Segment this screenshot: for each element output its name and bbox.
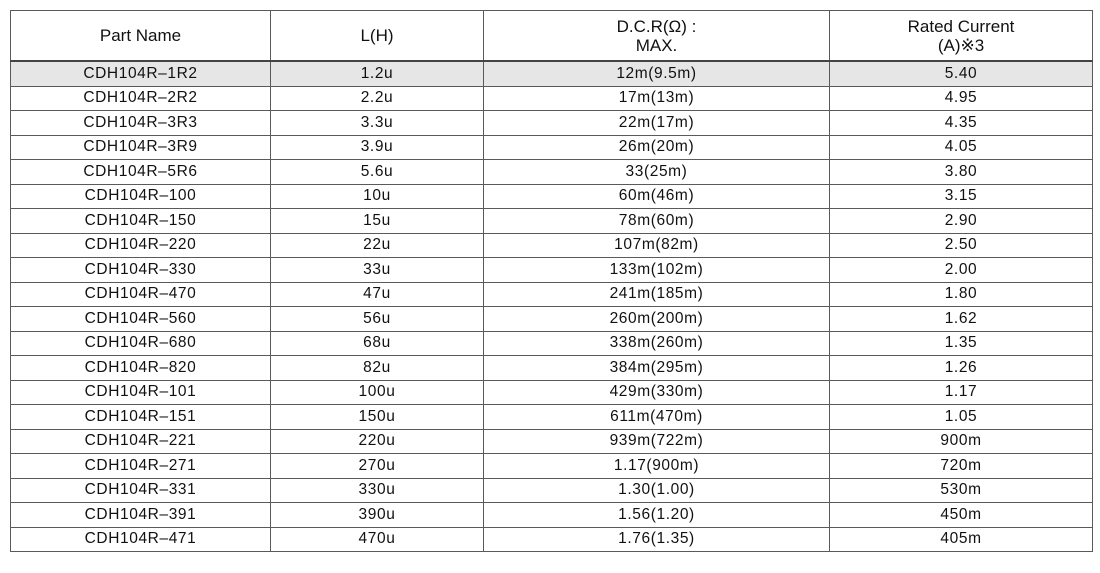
part-name-cell: CDH104R–471 bbox=[11, 527, 271, 552]
table-row bbox=[11, 135, 1093, 160]
inductance-cell: 68u bbox=[271, 331, 484, 356]
header-rated-current bbox=[830, 11, 1093, 62]
dcr-cell: 338m(260m) bbox=[484, 331, 830, 356]
table-row bbox=[11, 233, 1093, 258]
inductance-cell: 390u bbox=[271, 503, 484, 528]
inductance-cell: 3.3u bbox=[271, 111, 484, 136]
dcr-cell: 241m(185m) bbox=[484, 282, 830, 307]
rated-current-cell: 4.35 bbox=[830, 111, 1093, 136]
part-name-cell: CDH104R–3R9 bbox=[11, 135, 271, 160]
dcr-cell: 60m(46m) bbox=[484, 184, 830, 209]
part-name-cell: CDH104R–150 bbox=[11, 209, 271, 234]
header-dcr-label-line1: D.C.R(Ω) : bbox=[616, 16, 697, 36]
dcr-cell: 429m(330m) bbox=[484, 380, 830, 405]
part-name-cell: CDH104R–151 bbox=[11, 405, 271, 430]
part-name-cell: CDH104R–271 bbox=[11, 454, 271, 479]
inductance-cell: 220u bbox=[271, 429, 484, 454]
rated-current-cell: 1.05 bbox=[830, 405, 1093, 430]
dcr-cell: 939m(722m) bbox=[484, 429, 830, 454]
part-name-cell: CDH104R–1R2 bbox=[11, 61, 271, 86]
rated-current-cell: 4.95 bbox=[830, 86, 1093, 111]
table-row bbox=[11, 380, 1093, 405]
header-inductance-label: L(H) bbox=[360, 26, 394, 45]
part-name-cell: CDH104R–680 bbox=[11, 331, 271, 356]
rated-current-cell: 530m bbox=[830, 478, 1093, 503]
inductance-cell: 47u bbox=[271, 282, 484, 307]
rated-current-cell: 1.26 bbox=[830, 356, 1093, 381]
table-row bbox=[11, 111, 1093, 136]
dcr-cell: 611m(470m) bbox=[484, 405, 830, 430]
header-dcr-label-line2: MAX. bbox=[635, 35, 678, 55]
table-row bbox=[11, 356, 1093, 381]
dcr-cell: 22m(17m) bbox=[484, 111, 830, 136]
table-row bbox=[11, 160, 1093, 185]
rated-current-cell: 2.00 bbox=[830, 258, 1093, 283]
inductance-cell: 150u bbox=[271, 405, 484, 430]
dcr-cell: 133m(102m) bbox=[484, 258, 830, 283]
rated-current-cell: 1.62 bbox=[830, 307, 1093, 332]
inductance-cell: 5.6u bbox=[271, 160, 484, 185]
inductance-cell: 100u bbox=[271, 380, 484, 405]
inductance-cell: 330u bbox=[271, 478, 484, 503]
table-row bbox=[11, 86, 1093, 111]
rated-current-cell: 2.50 bbox=[830, 233, 1093, 258]
table-row bbox=[11, 61, 1093, 86]
rated-current-cell: 450m bbox=[830, 503, 1093, 528]
part-name-cell: CDH104R–330 bbox=[11, 258, 271, 283]
rated-current-cell: 1.35 bbox=[830, 331, 1093, 356]
inductance-cell: 56u bbox=[271, 307, 484, 332]
rated-current-cell: 405m bbox=[830, 527, 1093, 552]
header-part-name bbox=[11, 11, 271, 62]
dcr-cell: 33(25m) bbox=[484, 160, 830, 185]
rated-current-cell: 2.90 bbox=[830, 209, 1093, 234]
dcr-cell: 1.30(1.00) bbox=[484, 478, 830, 503]
rated-current-cell: 3.15 bbox=[830, 184, 1093, 209]
part-name-cell: CDH104R–820 bbox=[11, 356, 271, 381]
inductance-cell: 470u bbox=[271, 527, 484, 552]
table-row bbox=[11, 331, 1093, 356]
dcr-cell: 1.56(1.20) bbox=[484, 503, 830, 528]
dcr-cell: 26m(20m) bbox=[484, 135, 830, 160]
table-row bbox=[11, 478, 1093, 503]
part-name-cell: CDH104R–331 bbox=[11, 478, 271, 503]
part-name-cell: CDH104R–470 bbox=[11, 282, 271, 307]
dcr-cell: 17m(13m) bbox=[484, 86, 830, 111]
part-name-cell: CDH104R–220 bbox=[11, 233, 271, 258]
inductor-spec-table bbox=[10, 10, 1093, 552]
inductance-cell: 15u bbox=[271, 209, 484, 234]
table-row bbox=[11, 454, 1093, 479]
table-row bbox=[11, 405, 1093, 430]
inductance-cell: 22u bbox=[271, 233, 484, 258]
part-name-cell: CDH104R–3R3 bbox=[11, 111, 271, 136]
rated-current-cell: 720m bbox=[830, 454, 1093, 479]
part-name-cell: CDH104R–101 bbox=[11, 380, 271, 405]
header-row bbox=[11, 11, 1093, 62]
table-row bbox=[11, 307, 1093, 332]
rated-current-cell: 1.17 bbox=[830, 380, 1093, 405]
rated-current-cell: 3.80 bbox=[830, 160, 1093, 185]
dcr-cell: 107m(82m) bbox=[484, 233, 830, 258]
part-name-cell: CDH104R–391 bbox=[11, 503, 271, 528]
table-body bbox=[11, 61, 1093, 552]
header-rated-current-label-line2: (A)※3 bbox=[937, 35, 985, 55]
dcr-cell: 1.17(900m) bbox=[484, 454, 830, 479]
part-name-cell: CDH104R–2R2 bbox=[11, 86, 271, 111]
inductance-cell: 10u bbox=[271, 184, 484, 209]
part-name-cell: CDH104R–560 bbox=[11, 307, 271, 332]
header-part-name-label: Part Name bbox=[99, 26, 182, 45]
inductance-cell: 270u bbox=[271, 454, 484, 479]
dcr-cell: 12m(9.5m) bbox=[484, 61, 830, 86]
dcr-cell: 1.76(1.35) bbox=[484, 527, 830, 552]
dcr-cell: 384m(295m) bbox=[484, 356, 830, 381]
header-dcr bbox=[484, 11, 830, 62]
rated-current-cell: 900m bbox=[830, 429, 1093, 454]
rated-current-cell: 4.05 bbox=[830, 135, 1093, 160]
header-inductance bbox=[271, 11, 484, 62]
rated-current-cell: 1.80 bbox=[830, 282, 1093, 307]
dcr-cell: 78m(60m) bbox=[484, 209, 830, 234]
part-name-cell: CDH104R–5R6 bbox=[11, 160, 271, 185]
table-row bbox=[11, 429, 1093, 454]
dcr-cell: 260m(200m) bbox=[484, 307, 830, 332]
header-rated-current-label-line1: Rated Current bbox=[907, 16, 1015, 36]
inductance-cell: 33u bbox=[271, 258, 484, 283]
part-name-cell: CDH104R–100 bbox=[11, 184, 271, 209]
inductance-cell: 3.9u bbox=[271, 135, 484, 160]
inductance-cell: 2.2u bbox=[271, 86, 484, 111]
table-row bbox=[11, 527, 1093, 552]
table-row bbox=[11, 184, 1093, 209]
inductance-cell: 82u bbox=[271, 356, 484, 381]
table-row bbox=[11, 209, 1093, 234]
part-name-cell: CDH104R–221 bbox=[11, 429, 271, 454]
table-row bbox=[11, 503, 1093, 528]
table-row bbox=[11, 258, 1093, 283]
rated-current-cell: 5.40 bbox=[830, 61, 1093, 86]
inductance-cell: 1.2u bbox=[271, 61, 484, 86]
table-row bbox=[11, 282, 1093, 307]
